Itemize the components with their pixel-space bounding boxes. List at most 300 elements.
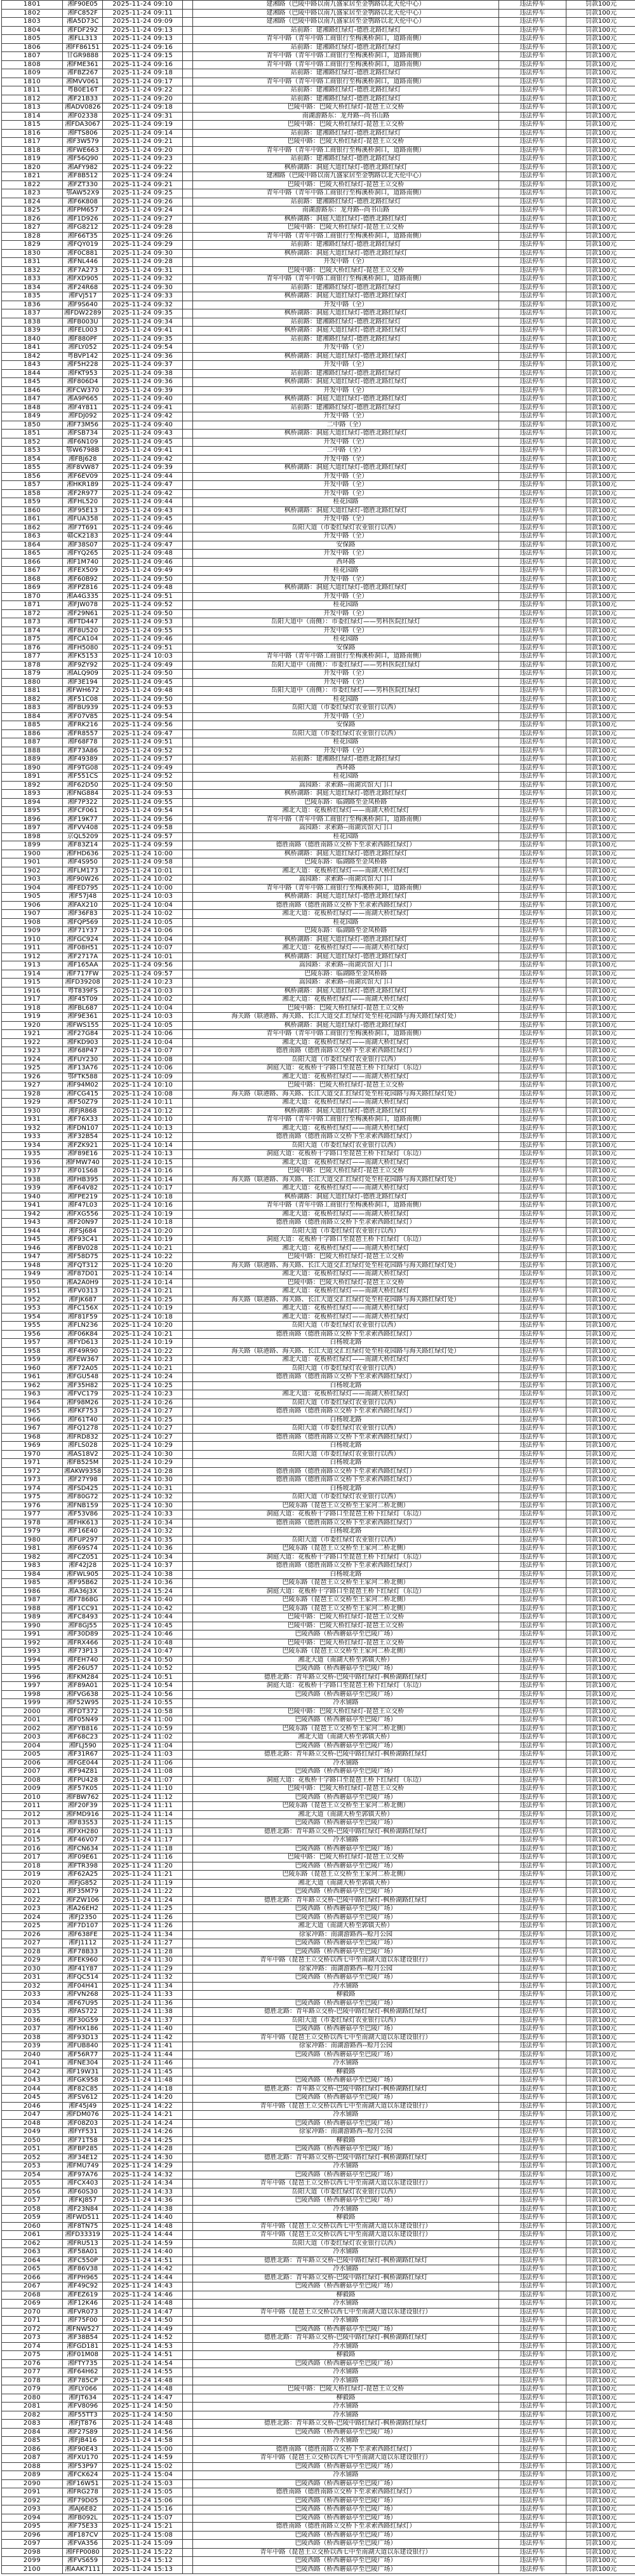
table-row [2, 1219, 635, 1228]
cell-plate: 湘FC550P [63, 2256, 103, 2265]
cell-time: 2025-11-24 10:18 [103, 1193, 183, 1202]
cell-time: 2025-11-24 11:30 [103, 1956, 183, 1965]
cell-fine: 罚款100元 [566, 1167, 635, 1176]
cell-violation: 违法停车 [498, 2351, 566, 2360]
cell-plate: 湘FBW762 [63, 1793, 103, 1802]
cell-time: 2025-11-24 15:02 [103, 2462, 183, 2471]
cell-spacer [183, 412, 193, 421]
cell-serial: 1902 [2, 867, 63, 876]
cell-spacer [183, 1236, 193, 1245]
cell-location: 冷水铺路 [193, 1982, 498, 1991]
cell-spacer [183, 1905, 193, 1914]
cell-violation: 违法停车 [498, 1347, 566, 1356]
cell-violation: 违法停车 [498, 1313, 566, 1322]
cell-serial: 1839 [2, 327, 63, 336]
cell-violation: 违法停车 [498, 1965, 566, 1974]
cell-spacer [183, 1073, 193, 1081]
cell-spacer [183, 2479, 193, 2488]
cell-fine: 罚款100元 [566, 2214, 635, 2223]
cell-plate: 湘FH5080 [63, 644, 103, 653]
cell-fine: 罚款100元 [566, 1751, 635, 1759]
table-row [2, 1236, 635, 1245]
cell-time: 2025-11-24 11:16 [103, 1854, 183, 1862]
cell-violation: 违法停车 [498, 2128, 566, 2137]
cell-time: 2025-11-24 10:01 [103, 867, 183, 876]
cell-location: 巴陵中路：巴陵大桥红绿灯-琵琶王立交桥 [193, 1639, 498, 1648]
cell-spacer [183, 1253, 193, 1262]
cell-time: 2025-11-24 10:35 [103, 1536, 183, 1545]
table-row [2, 2119, 635, 2128]
cell-location: 海关路（联港路、海关路、长江大道交汇红绿灯处至桂花园路与海关路红绿灯处） [193, 1176, 498, 1184]
cell-plate: 湘F76X33 [63, 1116, 103, 1125]
table-row [2, 327, 635, 336]
cell-time: 2025-11-24 09:24 [103, 172, 183, 181]
cell-fine: 罚款100元 [566, 1707, 635, 1716]
cell-fine: 罚款100元 [566, 1699, 635, 1708]
cell-serial: 1936 [2, 1158, 63, 1167]
table-row [2, 1545, 635, 1554]
cell-serial: 1843 [2, 361, 63, 370]
cell-spacer [183, 609, 193, 618]
cell-fine: 罚款100元 [566, 421, 635, 430]
cell-violation: 违法停车 [498, 1210, 566, 1219]
cell-plate: 鄂W6798B [63, 447, 103, 456]
cell-spacer [183, 729, 193, 738]
cell-serial: 1964 [2, 1399, 63, 1407]
cell-violation: 违法停车 [498, 2188, 566, 2197]
cell-serial: 1850 [2, 421, 63, 430]
cell-location: 岳阳大道（市委红绿灯农业银行以西） [193, 2016, 498, 2025]
cell-time: 2025-11-24 10:31 [103, 1484, 183, 1493]
table-row [2, 318, 635, 327]
cell-time: 2025-11-24 11:28 [103, 1948, 183, 1956]
cell-plate: 湘FJG852 [63, 1879, 103, 1888]
cell-serial: 2091 [2, 2488, 63, 2497]
cell-fine: 罚款100元 [566, 2042, 635, 2051]
cell-serial: 2028 [2, 1948, 63, 1956]
cell-location: 巴陵西路（桥西蘑菇亭至巴陵广场） [193, 1974, 498, 1983]
cell-fine: 罚款100元 [566, 1484, 635, 1493]
cell-violation: 违法停车 [498, 1124, 566, 1133]
cell-serial: 1853 [2, 447, 63, 456]
cell-serial: 1830 [2, 249, 63, 258]
cell-time: 2025-11-24 09:46 [103, 635, 183, 644]
cell-violation: 违法停车 [498, 86, 566, 95]
cell-serial: 1809 [2, 69, 63, 78]
table-row [2, 2051, 635, 2059]
table-row [2, 1827, 635, 1836]
cell-plate: 湘FPM657 [63, 207, 103, 215]
cell-violation: 违法停车 [498, 1459, 566, 1468]
cell-plate: 湘F95B62 [63, 1579, 103, 1588]
cell-violation: 违法停车 [498, 2342, 566, 2351]
cell-plate: 湘FBJ628 [63, 455, 103, 464]
cell-fine: 罚款100元 [566, 2437, 635, 2446]
cell-serial: 1976 [2, 1502, 63, 1510]
cell-spacer [183, 824, 193, 833]
cell-serial: 2063 [2, 2248, 63, 2257]
cell-serial: 2003 [2, 1733, 63, 1742]
cell-location: 桂花园路 [193, 498, 498, 507]
cell-time: 2025-11-24 10:21 [103, 1330, 183, 1339]
table-row [2, 1888, 635, 1897]
cell-violation: 违法停车 [498, 2136, 566, 2145]
cell-location: 桂花园路 [193, 918, 498, 927]
cell-plate: 湘FEK960 [63, 1956, 103, 1965]
table-row [2, 2188, 635, 2197]
cell-fine: 罚款100元 [566, 1073, 635, 1081]
cell-location: 枫桥湖路：洞庭大道红绿灯-德胜北路红绿灯 [193, 935, 498, 944]
cell-time: 2025-11-24 10:02 [103, 996, 183, 1005]
cell-fine: 罚款100元 [566, 515, 635, 524]
cell-fine: 罚款100元 [566, 841, 635, 850]
cell-violation: 违法停车 [498, 876, 566, 885]
table-row [2, 935, 635, 944]
cell-spacer [183, 2523, 193, 2532]
cell-violation: 违法停车 [498, 1381, 566, 1390]
table-row [2, 180, 635, 189]
cell-location: 德胜北路：青年路立交桥-巴陵中路红绿灯-枫桥湖路红绿灯 [193, 1896, 498, 1905]
cell-serial: 1829 [2, 241, 63, 250]
cell-spacer [183, 1193, 193, 1202]
table-row [2, 687, 635, 696]
cell-plate: 湘F24R68 [63, 283, 103, 292]
table-row [2, 1141, 635, 1150]
cell-violation: 违法停车 [498, 438, 566, 447]
cell-plate: 湘F69S74 [63, 1545, 103, 1554]
cell-spacer [183, 1047, 193, 1056]
cell-time: 2025-11-24 14:50 [103, 2317, 183, 2326]
cell-spacer [183, 2136, 193, 2145]
cell-time: 2025-11-24 09:21 [103, 180, 183, 189]
table-row [2, 867, 635, 876]
cell-violation: 违法停车 [498, 430, 566, 438]
table-row [2, 378, 635, 387]
cell-plate: 湘FFP0080 [63, 2548, 103, 2557]
cell-location: 桂花园路 [193, 601, 498, 610]
cell-location: 开发中路（全） [193, 489, 498, 498]
cell-location: 德胜北路：青年路立交桥-巴陵中路红绿灯-枫桥湖路红绿灯 [193, 1827, 498, 1836]
cell-location: 白杨坡北路 [193, 1416, 498, 1425]
cell-location: 巴陵西路（桥西蘑菇亭至巴陵广场） [193, 2428, 498, 2437]
cell-location: 巴陵东路（琵琶王立交桥至王家河二桥北侧） [193, 1871, 498, 1880]
table-row [2, 1330, 635, 1339]
cell-plate: 湘F66T35 [63, 232, 103, 241]
cell-plate: 湘F4S950 [63, 858, 103, 867]
cell-plate: 湘F90W26 [63, 876, 103, 885]
cell-serial: 1883 [2, 704, 63, 713]
cell-violation: 违法停车 [498, 172, 566, 181]
cell-serial: 1961 [2, 1373, 63, 1382]
cell-serial: 1897 [2, 824, 63, 833]
cell-plate: 湘F38B54 [63, 2334, 103, 2343]
cell-plate: 湘F29N61 [63, 609, 103, 618]
cell-location: 嵩园路：求索路--南湖宾馆大门口 [193, 781, 498, 790]
cell-fine: 罚款100元 [566, 498, 635, 507]
cell-spacer [183, 2334, 193, 2343]
cell-serial: 1837 [2, 309, 63, 318]
cell-time: 2025-11-24 09:30 [103, 283, 183, 292]
cell-serial: 1866 [2, 558, 63, 567]
cell-plate: 湘FLJ590 [63, 1742, 103, 1751]
cell-fine: 罚款100元 [566, 2565, 635, 2574]
table-row [2, 524, 635, 532]
cell-spacer [183, 1133, 193, 1142]
cell-serial: 1884 [2, 712, 63, 721]
cell-time: 2025-11-24 09:41 [103, 447, 183, 456]
table-row [2, 2385, 635, 2394]
cell-time: 2025-11-24 09:46 [103, 524, 183, 532]
cell-location: 湘北大道：花板桥红绿灯——南湖大桥红绿灯 [193, 1287, 498, 1296]
cell-time: 2025-11-24 14:20 [103, 2094, 183, 2103]
cell-time: 2025-11-24 11:12 [103, 1793, 183, 1802]
cell-serial: 2075 [2, 2351, 63, 2360]
cell-time: 2025-11-24 09:41 [103, 327, 183, 336]
cell-location: 德胜北路：青年路立交桥-巴陵中路红绿灯-枫桥湖路红绿灯 [193, 2420, 498, 2429]
cell-violation: 违法停车 [498, 198, 566, 207]
table-row [2, 266, 635, 275]
cell-spacer [183, 1244, 193, 1253]
cell-serial: 1938 [2, 1176, 63, 1184]
cell-location: 开发中路（全） [193, 670, 498, 679]
cell-violation: 违法停车 [498, 1956, 566, 1965]
cell-spacer [183, 1356, 193, 1365]
cell-plate: 湘F46V07 [63, 1836, 103, 1845]
cell-plate: 湘A9P665 [63, 395, 103, 404]
cell-violation: 违法停车 [498, 961, 566, 970]
cell-spacer [183, 1124, 193, 1133]
cell-serial: 1878 [2, 661, 63, 670]
cell-time: 2025-11-24 09:38 [103, 369, 183, 378]
cell-fine: 罚款100元 [566, 1107, 635, 1116]
cell-violation: 违法停车 [498, 2102, 566, 2111]
cell-time: 2025-11-24 09:36 [103, 352, 183, 361]
cell-location: 站前路：建湘路红绿灯-德胜北路红绿灯 [193, 43, 498, 52]
cell-plate: 湘F6EV09 [63, 472, 103, 481]
cell-plate: 湘F89A01 [63, 1682, 103, 1691]
cell-spacer [183, 2119, 193, 2128]
cell-plate: 湘A5D73C [63, 18, 103, 27]
cell-location: 海关路（联港路、海关路、长江大道交汇红绿灯处至桂花园路与海关路红绿灯处） [193, 1347, 498, 1356]
cell-fine: 罚款100元 [566, 1579, 635, 1588]
cell-location: 枫桥湖路：洞庭大道红绿灯-德胜北路红绿灯 [193, 327, 498, 336]
table-row [2, 2171, 635, 2179]
cell-violation: 违法停车 [498, 515, 566, 524]
cell-time: 2025-11-24 09:13 [103, 35, 183, 44]
cell-serial: 2046 [2, 2102, 63, 2111]
cell-time: 2025-11-24 10:44 [103, 1613, 183, 1622]
cell-time: 2025-11-24 11:27 [103, 1939, 183, 1948]
table-row [2, 1202, 635, 1210]
table-row [2, 1270, 635, 1279]
cell-spacer [183, 1202, 193, 1210]
cell-serial: 1854 [2, 455, 63, 464]
cell-fine: 罚款100元 [566, 653, 635, 661]
cell-time: 2025-11-24 09:22 [103, 86, 183, 95]
cell-plate: 湘FNG884 [63, 790, 103, 799]
cell-time: 2025-11-24 10:25 [103, 1296, 183, 1305]
table-row [2, 1682, 635, 1691]
cell-plate: 湘F62A25 [63, 1871, 103, 1880]
cell-serial: 1856 [2, 472, 63, 481]
cell-serial: 1863 [2, 532, 63, 541]
cell-spacer [183, 1373, 193, 1382]
cell-spacer [183, 1, 193, 10]
cell-violation: 违法停车 [498, 524, 566, 532]
cell-fine: 罚款100元 [566, 1013, 635, 1022]
cell-violation: 违法停车 [498, 644, 566, 653]
cell-violation: 违法停车 [498, 721, 566, 730]
table-row [2, 1673, 635, 1682]
table-row [2, 18, 635, 27]
cell-location: 岳阳大道（市委红绿灯农业银行以西） [193, 729, 498, 738]
cell-time: 2025-11-24 14:38 [103, 2205, 183, 2214]
cell-violation: 违法停车 [498, 2505, 566, 2514]
cell-plate: 湘FCZ051 [63, 1553, 103, 1562]
table-row [2, 1476, 635, 1485]
cell-spacer [183, 1956, 193, 1965]
cell-location: 开发中路（全） [193, 550, 498, 559]
cell-violation: 违法停车 [498, 1536, 566, 1545]
table-row [2, 1425, 635, 1434]
cell-fine: 罚款100元 [566, 1656, 635, 1665]
cell-spacer [183, 815, 193, 824]
cell-time: 2025-11-24 10:20 [103, 1322, 183, 1331]
cell-plate: 湘AAK7111 [63, 2565, 103, 2574]
cell-violation: 违法停车 [498, 1013, 566, 1022]
cell-violation: 违法停车 [498, 2514, 566, 2523]
cell-plate: 湘FVC179 [63, 1390, 103, 1399]
cell-fine: 罚款100元 [566, 524, 635, 532]
cell-time: 2025-11-24 14:25 [103, 2136, 183, 2145]
cell-plate: 湘FVS659 [63, 2557, 103, 2566]
cell-plate: 湘F64H62 [63, 2368, 103, 2377]
cell-plate: 湘F8TN75 [63, 2222, 103, 2231]
cell-time: 2025-11-24 09:30 [103, 249, 183, 258]
cell-fine: 罚款100元 [566, 584, 635, 593]
cell-plate: 湘FEW367 [63, 1356, 103, 1365]
cell-serial: 1900 [2, 850, 63, 858]
cell-plate: 湘FHK613 [63, 1519, 103, 1528]
cell-plate: 湘FBP285 [63, 2145, 103, 2154]
cell-location: 枫桥湖路：洞庭大道红绿灯-德胜北路红绿灯 [193, 378, 498, 387]
cell-time: 2025-11-24 11:00 [103, 1716, 183, 1725]
cell-plate: 湘FRD832 [63, 1433, 103, 1442]
cell-violation: 违法停车 [498, 464, 566, 473]
table-row [2, 653, 635, 661]
table-row [2, 292, 635, 301]
cell-fine: 罚款100元 [566, 1261, 635, 1270]
table-row [2, 1733, 635, 1742]
cell-violation: 违法停车 [498, 1604, 566, 1613]
cell-spacer [183, 1278, 193, 1287]
cell-violation: 违法停车 [498, 2077, 566, 2085]
cell-violation: 违法停车 [498, 2445, 566, 2454]
cell-plate: 湘FDM076 [63, 2111, 103, 2120]
cell-location: 岳阳大道（市委红绿灯农业银行以西） [193, 1493, 498, 1502]
cell-location: 巴陵中路：巴陵大桥红绿灯-琵琶王立交桥 [193, 1854, 498, 1862]
cell-violation: 违法停车 [498, 2428, 566, 2437]
cell-location: 青年中路（青年中路工商银行至梅溪桥洞口，道路南侧） [193, 60, 498, 69]
cell-serial: 1827 [2, 224, 63, 233]
cell-serial: 2089 [2, 2471, 63, 2480]
cell-spacer [183, 1390, 193, 1399]
cell-violation: 违法停车 [498, 412, 566, 421]
cell-spacer [183, 1810, 193, 1819]
cell-fine: 罚款100元 [566, 2008, 635, 2017]
cell-spacer [183, 747, 193, 756]
cell-plate: 湘FR8557 [63, 729, 103, 738]
cell-time: 2025-11-24 10:32 [103, 1528, 183, 1536]
cell-time: 2025-11-24 14:59 [103, 2239, 183, 2248]
table-row [2, 2256, 635, 2265]
cell-spacer [183, 180, 193, 189]
table-row [2, 232, 635, 241]
cell-serial: 2056 [2, 2188, 63, 2197]
cell-violation: 违法停车 [498, 1030, 566, 1039]
cell-fine: 罚款100元 [566, 189, 635, 198]
cell-violation: 违法停车 [498, 1064, 566, 1073]
table-row [2, 1836, 635, 1845]
cell-plate: 鄂FTK588 [63, 1073, 103, 1081]
cell-location: 枫桥湖路：洞庭大道红绿灯-德胜北路红绿灯 [193, 430, 498, 438]
cell-fine: 罚款100元 [566, 541, 635, 550]
cell-location: 巴陵西路（桥西蘑菇亭至巴陵广场） [193, 1948, 498, 1956]
cell-time: 2025-11-24 10:27 [103, 1433, 183, 1442]
cell-serial: 1940 [2, 1193, 63, 1202]
cell-serial: 1911 [2, 944, 63, 953]
cell-spacer [183, 867, 193, 876]
cell-time: 2025-11-24 09:47 [103, 481, 183, 490]
cell-plate: 湘F45T09 [63, 996, 103, 1005]
cell-violation: 违法停车 [498, 2008, 566, 2017]
table-row [2, 2462, 635, 2471]
cell-fine: 罚款100元 [566, 979, 635, 987]
cell-serial: 2033 [2, 1991, 63, 2000]
cell-spacer [183, 541, 193, 550]
cell-plate: 湘FLL313 [63, 35, 103, 44]
cell-violation: 违法停车 [498, 1742, 566, 1751]
cell-violation: 违法停车 [498, 1244, 566, 1253]
cell-fine: 罚款100元 [566, 344, 635, 353]
table-row [2, 2231, 635, 2240]
table-row [2, 893, 635, 902]
cell-fine: 罚款100元 [566, 884, 635, 893]
cell-serial: 1816 [2, 129, 63, 138]
table-row [2, 1450, 635, 1459]
cell-serial: 2090 [2, 2479, 63, 2488]
cell-spacer [183, 2531, 193, 2540]
cell-violation: 违法停车 [498, 1236, 566, 1245]
cell-plate: 湘F638FE [63, 1930, 103, 1939]
cell-spacer [183, 738, 193, 747]
cell-violation: 违法停车 [498, 1519, 566, 1528]
cell-plate: 湘F97A76 [63, 2171, 103, 2179]
cell-location: 青年中路（青年中路工商银行至梅溪桥洞口，道路南侧） [193, 815, 498, 824]
cell-location: 二中路（全） [193, 447, 498, 456]
cell-fine: 罚款100元 [566, 756, 635, 764]
cell-serial: 2071 [2, 2317, 63, 2326]
cell-spacer [183, 2300, 193, 2308]
cell-time: 2025-11-24 10:33 [103, 1510, 183, 1519]
cell-serial: 1967 [2, 1425, 63, 1434]
cell-location: 岳阳大道（市委红绿灯农业银行以西） [193, 1450, 498, 1459]
cell-location: 岳阳大道（市委红绿灯农业银行以西） [193, 2188, 498, 2197]
cell-violation: 违法停车 [498, 1707, 566, 1716]
cell-time: 2025-11-24 15:21 [103, 2523, 183, 2532]
cell-violation: 违法停车 [498, 386, 566, 395]
cell-fine: 罚款100元 [566, 1682, 635, 1691]
